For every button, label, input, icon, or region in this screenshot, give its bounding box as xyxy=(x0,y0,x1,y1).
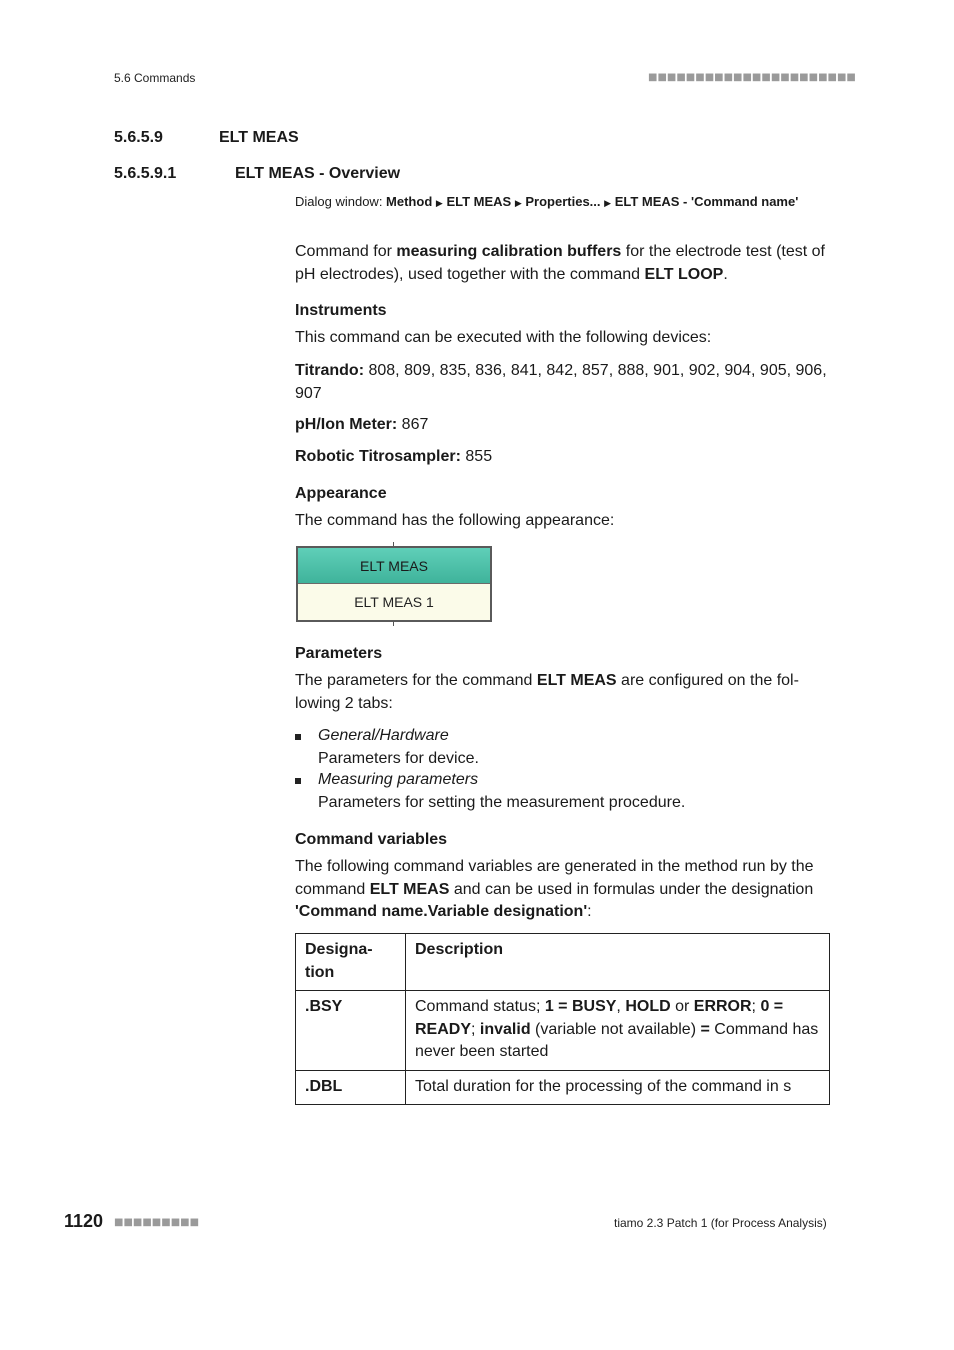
arrow-icon: ▶ xyxy=(435,198,443,208)
dialog-path-command: ELT MEAS xyxy=(446,194,512,209)
dialog-path xyxy=(295,192,830,213)
variables-text: The following command variables are generated in the method run by the command ELT MEAS and can be used in formulas under the designation 'Command name.Variable designation': xyxy=(295,858,814,920)
command-box xyxy=(296,546,492,622)
footer-dots: ■■■■■■■■■ xyxy=(114,1217,200,1228)
variables-table xyxy=(295,933,830,1105)
section-heading xyxy=(114,129,299,147)
arrow-icon: ▶ xyxy=(514,198,522,208)
bullet-icon xyxy=(295,778,301,784)
tab-name: Measuring parameters xyxy=(318,771,479,788)
parameters-heading: Parameters xyxy=(295,645,383,662)
subsection-heading xyxy=(114,165,400,183)
table-header-row xyxy=(296,934,830,991)
variable-description: Command status; 1 = BUSY, HOLD or ERROR; 0 = READY; invalid (variable not available) = Command has never been started xyxy=(406,991,830,1071)
subsection-number: 5.6.5.9.1 xyxy=(114,165,177,182)
arrow-icon: ▶ xyxy=(604,198,612,208)
variable-name: .DBL xyxy=(296,1070,406,1105)
table-row xyxy=(296,991,830,1071)
column-header-designation: Designa-tion xyxy=(296,934,406,991)
command-box-title: ELT MEAS xyxy=(298,548,490,584)
variable-name: .BSY xyxy=(296,991,406,1071)
robotic-line: Robotic Titrosampler: 855 xyxy=(295,448,493,465)
running-header-dots: ■■■■■■■■■■■■■■■■■■■■■■ xyxy=(648,72,856,83)
running-header-section: 5.6 Commands xyxy=(114,71,196,85)
dialog-path-window: ELT MEAS - 'Command name' xyxy=(614,194,799,209)
list-item xyxy=(295,769,830,814)
instruments-text: This command can be executed with the following devices: xyxy=(295,329,712,346)
product-name: tiamo 2.3 Patch 1 (for Process Analysis) xyxy=(614,1216,827,1230)
dialog-prefix: Dialog window: xyxy=(295,194,387,209)
tab-description: Parameters for device. xyxy=(318,749,479,767)
variable-description: Total duration for the processing of the command in s xyxy=(406,1070,830,1105)
command-box-name: ELT MEAS 1 xyxy=(354,594,434,610)
table-row xyxy=(296,1070,830,1105)
bullet-icon xyxy=(295,734,301,740)
column-header-description: Description xyxy=(406,934,830,991)
ph-meter-line: pH/Ion Meter: 867 xyxy=(295,416,429,433)
list-item xyxy=(295,725,830,770)
page-number: 1120 xyxy=(64,1211,104,1231)
section-number: 5.6.5.9 xyxy=(114,129,163,146)
tab-description: Parameters for setting the measurement procedure. xyxy=(318,793,686,811)
intro-paragraph: Command for measuring calibration buffers for the electrode test (test of pH electrodes), used together with the command ELT LOOP. xyxy=(295,243,825,283)
dialog-path-properties: Properties... xyxy=(525,194,601,209)
instruments-heading: Instruments xyxy=(295,302,387,319)
appearance-text: The command has the following appearance: xyxy=(295,512,615,529)
connector-line-bottom xyxy=(393,621,394,626)
variables-heading: Command variables xyxy=(295,831,448,848)
subsection-title: ELT MEAS - Overview xyxy=(235,165,401,182)
appearance-heading: Appearance xyxy=(295,485,387,502)
parameters-text: The parameters for the command ELT MEAS are configured on the fol-lowing 2 tabs: xyxy=(295,672,799,712)
titrando-line: Titrando: 808, 809, 835, 836, 841, 842, 857, 888, 901, 902, 904, 905, 906, 907 xyxy=(295,362,827,402)
section-title: ELT MEAS xyxy=(219,129,299,146)
tab-name: General/Hardware xyxy=(318,727,449,744)
dialog-path-method: Method xyxy=(386,194,433,209)
